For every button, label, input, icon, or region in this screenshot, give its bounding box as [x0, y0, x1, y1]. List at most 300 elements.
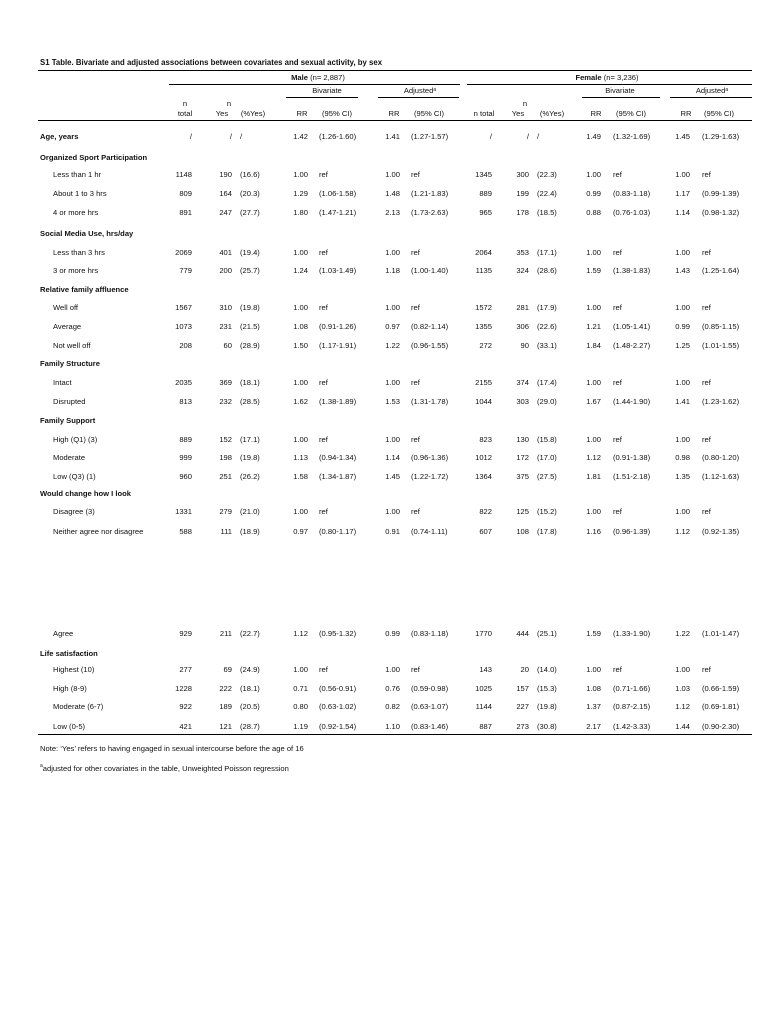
cell-male-biv-rr: 1.80 — [293, 208, 308, 217]
cell-male-adj-rr: 1.00 — [385, 248, 400, 257]
col-female-pct-yes: (%Yes) — [539, 109, 565, 118]
female-group-header — [575, 73, 638, 83]
cell-male-pct-yes: (21.5) — [240, 322, 260, 331]
cell-male-adj-rr: 1.00 — [385, 507, 400, 516]
cell-female-biv-ci: (0.96-1.39) — [613, 527, 651, 536]
row-label: Disrupted — [53, 397, 86, 406]
female-bivariate-rule — [582, 97, 660, 98]
cell-female-n-total: 1012 — [475, 453, 492, 462]
cell-female-n-total: 1025 — [475, 684, 492, 693]
cell-female-adj-rr: 0.98 — [675, 453, 690, 462]
cell-female-n-yes: 90 — [520, 341, 529, 350]
cell-male-adj-rr: 0.97 — [385, 322, 400, 331]
header-rule — [38, 120, 752, 121]
cell-female-n-yes: 172 — [516, 453, 529, 462]
cell-female-adj-rr: 1.25 — [675, 341, 690, 350]
cell-male-biv-ci: ref — [319, 378, 328, 387]
col-pct-yes: (%Yes) — [240, 109, 266, 118]
cell-male-pct-yes: (21.0) — [240, 507, 260, 516]
col-male-biv-rr: RR — [296, 109, 308, 118]
table-title: S1 Table. Bivariate and adjusted associations between covariates and sexual activity, by sex — [40, 58, 383, 67]
bottom-rule — [38, 734, 752, 735]
cell-male-adj-ci: ref — [411, 248, 420, 257]
cell-female-n-total: 607 — [479, 527, 492, 536]
male-adjusted-rule — [378, 97, 459, 98]
cell-female-pct-yes: (22.4) — [537, 189, 557, 198]
cell-male-n-total: 889 — [179, 435, 192, 444]
cell-male-pct-yes: (20.5) — [240, 702, 260, 711]
row-label: Intact — [53, 378, 72, 387]
cell-female-biv-ci: (0.87-2.15) — [613, 702, 651, 711]
cell-female-biv-ci: (0.76-1.03) — [613, 208, 651, 217]
cell-female-adj-rr: 1.22 — [675, 629, 690, 638]
cell-female-n-yes: 227 — [516, 702, 529, 711]
cell-female-adj-rr: 1.00 — [675, 665, 690, 674]
cell-male-adj-ci: (0.96-1.55) — [411, 341, 449, 350]
cell-female-pct-yes: (25.1) — [537, 629, 557, 638]
cell-male-adj-ci: (1.73-2.63) — [411, 208, 449, 217]
cell-female-biv-ci: ref — [613, 378, 622, 387]
cell-female-pct-yes: (22.6) — [537, 322, 557, 331]
cell-female-adj-ci: ref — [702, 378, 711, 387]
cell-male-biv-ci: (1.47-1.21) — [319, 208, 357, 217]
cell-male-pct-yes: (25.7) — [240, 266, 260, 275]
cell-male-n-yes: 60 — [223, 341, 232, 350]
cell-female-n-total: 272 — [479, 341, 492, 350]
cell-male-adj-rr: 1.48 — [385, 189, 400, 198]
cell-female-pct-yes: (33.1) — [537, 341, 557, 350]
cell-male-biv-rr: 0.80 — [293, 702, 308, 711]
cell-female-n-yes: 157 — [516, 684, 529, 693]
cell-male-n-total: 421 — [179, 722, 192, 731]
col-n-total-bottom: total — [177, 109, 193, 118]
cell-male-adj-rr: 1.00 — [385, 665, 400, 674]
col-female-biv-rr: RR — [590, 109, 602, 118]
cell-male-biv-rr: 1.00 — [293, 435, 308, 444]
row-label: Less than 3 hrs — [53, 248, 105, 257]
male-rule — [169, 84, 460, 85]
cell-male-biv-ci: (1.06-1.58) — [319, 189, 357, 198]
cell-male-n-yes: 111 — [220, 527, 232, 536]
cell-female-n-total: 1355 — [475, 322, 492, 331]
cell-male-pct-yes: (16.6) — [240, 170, 260, 179]
cell-male-biv-rr: 1.12 — [293, 629, 308, 638]
cell-female-n-yes: 306 — [516, 322, 529, 331]
cell-male-pct-yes: (20.3) — [240, 189, 260, 198]
cell-female-biv-ci: ref — [613, 303, 622, 312]
cell-male-adj-rr: 0.99 — [385, 629, 400, 638]
cell-female-n-yes: 281 — [516, 303, 529, 312]
cell-male-n-yes: 211 — [219, 629, 232, 638]
cell-male-n-yes: 401 — [219, 248, 232, 257]
cell-male-adj-rr: 1.00 — [385, 435, 400, 444]
cell-female-adj-ci: (1.01-1.47) — [702, 629, 740, 638]
section-label: Age, years — [40, 132, 79, 141]
row-label: 3 or more hrs — [53, 266, 99, 275]
cell-female-adj-ci: (0.98-1.32) — [702, 208, 740, 217]
cell-male-pct-yes: (28.9) — [240, 341, 260, 350]
section-label: Family Structure — [40, 359, 100, 368]
section-label: Social Media Use, hrs/day — [40, 229, 134, 238]
cell-male-pct-yes: (18.1) — [240, 684, 260, 693]
cell-female-biv-ci: ref — [613, 248, 622, 257]
cell-male-biv-ci: ref — [319, 303, 328, 312]
cell-male-biv-ci: (1.34-1.87) — [319, 472, 357, 481]
cell-female-biv-ci: ref — [613, 435, 622, 444]
cell-male-n-total: 999 — [179, 453, 192, 462]
cell-male-biv-rr: 0.97 — [293, 527, 308, 536]
cell-male-adj-rr: 1.00 — [385, 170, 400, 179]
cell-female-adj-ci: (0.69-1.81) — [702, 702, 740, 711]
cell-female-adj-rr: 1.00 — [675, 378, 690, 387]
cell-male-pct-yes: (18.9) — [240, 527, 260, 536]
cell-male-n-total: 809 — [179, 189, 192, 198]
col-female-adj-ci: (95% CI) — [704, 109, 734, 118]
cell-female-n-total: 965 — [479, 208, 492, 217]
section-label: Would change how I look — [40, 489, 131, 498]
cell-male-adj-rr: 1.00 — [385, 378, 400, 387]
cell-male-biv-rr: 1.00 — [293, 378, 308, 387]
cell-female-biv-ci: (1.33-1.90) — [613, 629, 651, 638]
footnote-mark: a — [40, 763, 43, 769]
row-label: Moderate — [53, 453, 86, 462]
male-group-header — [291, 73, 345, 83]
cell-male-n-total: 813 — [179, 397, 192, 406]
cell-female-adj-rr: 1.41 — [675, 397, 690, 406]
cell-male-biv-ci: (1.17-1.91) — [319, 341, 357, 350]
cell-female-n-total: 1135 — [475, 266, 492, 275]
cell-male-biv-ci: ref — [319, 665, 328, 674]
cell-female-adj-rr: 1.00 — [675, 170, 690, 179]
col-female-n-yes-bottom: Yes — [511, 109, 525, 118]
cell-male-biv-ci: ref — [319, 248, 328, 257]
cell-male-pct-yes: (27.7) — [240, 208, 260, 217]
cell-female-adj-rr: 1.12 — [675, 702, 690, 711]
cell-female-pct-yes: (19.8) — [537, 702, 557, 711]
cell-male-n-total: 779 — [179, 266, 192, 275]
cell-female-pct-yes: (29.0) — [537, 397, 557, 406]
female-label: Female — [575, 73, 602, 82]
cell-female-biv-rr: 1.00 — [586, 507, 601, 516]
row-label: High (8-9) — [53, 684, 87, 693]
cell-female-n-total: 143 — [479, 665, 492, 674]
cell-female-adj-ci: (1.12-1.63) — [702, 472, 740, 481]
cell-male-biv-rr: 0.71 — [293, 684, 308, 693]
cell-female-biv-ci: (0.71-1.66) — [613, 684, 651, 693]
cell-female-pct-yes: (18.5) — [537, 208, 557, 217]
cell-male-pct-yes: (19.8) — [240, 453, 260, 462]
cell-male-n-yes: 279 — [219, 507, 232, 516]
cell-male-adj-rr: 1.18 — [385, 266, 400, 275]
row-label: Moderate (6-7) — [53, 702, 104, 711]
cell-male-biv-rr: 1.00 — [293, 665, 308, 674]
col-male-adj-ci: (95% CI) — [414, 109, 444, 118]
cell-male-adj-rr: 0.91 — [385, 527, 400, 536]
male-bivariate-label: Bivariate — [312, 86, 342, 95]
cell-male-n-yes: 152 — [219, 435, 232, 444]
cell-female-pct-yes: (22.3) — [537, 170, 557, 179]
cell-female-n-yes: 444 — [516, 629, 529, 638]
cell-female-biv-rr: 1.00 — [586, 248, 601, 257]
cell-female-adj-rr: 1.44 — [675, 722, 690, 731]
cell-male-n-yes: 369 — [219, 378, 232, 387]
cell-male-pct-yes: (24.9) — [240, 665, 260, 674]
row-label: Low (Q3) (1) — [53, 472, 96, 481]
cell-male-n-total: / — [189, 132, 192, 141]
cell-female-biv-ci: (0.91-1.38) — [613, 453, 651, 462]
female-n: (n= 3,236) — [601, 73, 639, 82]
cell-female-biv-rr: 1.00 — [586, 378, 601, 387]
cell-female-adj-ci: (1.29-1.63) — [702, 132, 740, 141]
cell-female-n-yes: 20 — [520, 665, 529, 674]
cell-female-n-yes: 375 — [516, 472, 529, 481]
cell-male-adj-ci: ref — [411, 378, 420, 387]
cell-female-biv-rr: 2.17 — [586, 722, 601, 731]
male-adjusted-label — [404, 86, 436, 96]
cell-male-n-total: 1228 — [175, 684, 192, 693]
cell-male-n-total: 2069 — [175, 248, 192, 257]
cell-female-adj-ci: ref — [702, 435, 711, 444]
cell-male-n-yes: 232 — [219, 397, 232, 406]
cell-female-n-yes: 303 — [516, 397, 529, 406]
female-adjusted-label — [696, 86, 728, 96]
col-n-yes-top: n — [226, 99, 232, 108]
cell-female-pct-yes: (17.8) — [537, 527, 557, 536]
cell-female-n-total: / — [489, 132, 492, 141]
cell-female-pct-yes: (14.0) — [537, 665, 557, 674]
cell-female-n-total: 2155 — [475, 378, 492, 387]
cell-male-adj-rr: 0.82 — [385, 702, 400, 711]
cell-female-pct-yes: (15.2) — [537, 507, 557, 516]
cell-female-biv-rr: 1.00 — [586, 435, 601, 444]
cell-female-biv-ci: ref — [613, 170, 622, 179]
cell-male-adj-ci: (1.31-1.78) — [411, 397, 449, 406]
cell-female-n-yes: 108 — [516, 527, 529, 536]
cell-male-adj-ci: (1.27-1.57) — [411, 132, 449, 141]
cell-female-n-total: 889 — [479, 189, 492, 198]
cell-female-n-yes: 324 — [516, 266, 529, 275]
cell-female-adj-rr: 1.14 — [675, 208, 690, 217]
cell-female-adj-ci: (0.80-1.20) — [702, 453, 740, 462]
cell-male-biv-ci: (1.03-1.49) — [319, 266, 357, 275]
cell-male-adj-rr: 1.45 — [385, 472, 400, 481]
cell-male-biv-rr: 1.50 — [293, 341, 308, 350]
cell-female-n-total: 1044 — [475, 397, 492, 406]
cell-female-biv-rr: 1.81 — [586, 472, 601, 481]
section-label: Relative family affluence — [40, 285, 129, 294]
cell-male-biv-ci: ref — [319, 170, 328, 179]
row-label: Low (0-5) — [53, 722, 86, 731]
cell-male-n-total: 929 — [179, 629, 192, 638]
cell-male-biv-ci: (0.94-1.34) — [319, 453, 357, 462]
cell-female-adj-ci: (1.01-1.55) — [702, 341, 740, 350]
cell-male-biv-rr: 1.29 — [293, 189, 308, 198]
female-rule — [467, 84, 752, 85]
cell-female-n-total: 823 — [479, 435, 492, 444]
cell-male-n-yes: 200 — [219, 266, 232, 275]
cell-male-adj-ci: ref — [411, 170, 420, 179]
cell-male-biv-rr: 1.58 — [293, 472, 308, 481]
cell-female-n-total: 1770 — [475, 629, 492, 638]
cell-female-adj-rr: 1.45 — [675, 132, 690, 141]
row-label: 4 or more hrs — [53, 208, 99, 217]
cell-female-biv-ci: ref — [613, 665, 622, 674]
male-n: (n= 2,887) — [307, 73, 345, 82]
cell-male-adj-ci: (0.96-1.36) — [411, 453, 449, 462]
cell-male-biv-rr: 1.00 — [293, 303, 308, 312]
cell-male-adj-rr: 0.76 — [385, 684, 400, 693]
female-bivariate-label: Bivariate — [605, 86, 635, 95]
cell-female-biv-ci: (1.44-1.90) — [613, 397, 651, 406]
cell-female-biv-rr: 1.67 — [586, 397, 601, 406]
cell-male-adj-rr: 1.10 — [385, 722, 400, 731]
cell-female-biv-ci: ref — [613, 507, 622, 516]
cell-female-adj-rr: 0.99 — [675, 322, 690, 331]
col-male-adj-rr: RR — [388, 109, 400, 118]
cell-male-biv-ci: (0.80-1.17) — [319, 527, 357, 536]
cell-male-pct-yes: (19.4) — [240, 248, 260, 257]
cell-male-n-total: 1567 — [175, 303, 192, 312]
cell-female-pct-yes: (27.5) — [537, 472, 557, 481]
cell-male-biv-ci: (0.91-1.26) — [319, 322, 357, 331]
cell-female-biv-rr: 1.59 — [586, 629, 601, 638]
cell-female-adj-rr: 1.03 — [675, 684, 690, 693]
cell-male-adj-ci: (1.22-1.72) — [411, 472, 449, 481]
footnote-yes-definition: Note: ‘Yes’ refers to having engaged in sexual intercourse before the age of 16 — [40, 744, 304, 753]
cell-female-adj-ci: (0.85-1.15) — [702, 322, 740, 331]
cell-female-biv-ci: (1.05-1.41) — [613, 322, 651, 331]
cell-female-n-yes: 273 — [516, 722, 529, 731]
cell-male-biv-rr: 1.24 — [293, 266, 308, 275]
section-label: Life satisfaction — [40, 649, 98, 658]
cell-male-adj-ci: ref — [411, 507, 420, 516]
cell-female-adj-ci: ref — [702, 248, 711, 257]
cell-female-pct-yes: (15.3) — [537, 684, 557, 693]
cell-female-biv-rr: 1.12 — [586, 453, 601, 462]
cell-male-biv-rr: 1.08 — [293, 322, 308, 331]
cell-female-adj-ci: ref — [702, 170, 711, 179]
cell-female-biv-rr: 1.00 — [586, 303, 601, 312]
cell-male-adj-ci: (1.00-1.40) — [411, 266, 449, 275]
cell-male-biv-rr: 1.13 — [293, 453, 308, 462]
cell-male-n-total: 2035 — [175, 378, 192, 387]
cell-female-n-total: 887 — [479, 722, 492, 731]
cell-female-adj-ci: (0.90-2.30) — [702, 722, 740, 731]
cell-male-pct-yes: (28.5) — [240, 397, 260, 406]
cell-female-biv-ci: (1.48-2.27) — [613, 341, 651, 350]
cell-male-n-yes: 247 — [219, 208, 232, 217]
cell-female-n-yes: 300 — [516, 170, 529, 179]
cell-female-adj-ci: (0.99-1.39) — [702, 189, 740, 198]
cell-male-n-yes: 164 — [219, 189, 232, 198]
cell-male-pct-yes: (19.8) — [240, 303, 260, 312]
top-rule — [38, 70, 752, 71]
cell-male-n-yes: 310 — [219, 303, 232, 312]
cell-male-biv-rr: 1.19 — [293, 722, 308, 731]
cell-female-adj-ci: ref — [702, 303, 711, 312]
cell-male-n-yes: / — [229, 132, 232, 141]
cell-male-adj-ci: (0.63-1.07) — [411, 702, 449, 711]
col-n-total-top: n — [182, 99, 188, 108]
cell-female-n-yes: / — [526, 132, 529, 141]
cell-female-biv-rr: 1.00 — [586, 665, 601, 674]
female-adjusted-text: Adjusted — [695, 86, 726, 95]
cell-female-adj-ci: (1.23-1.62) — [702, 397, 740, 406]
cell-male-n-yes: 251 — [219, 472, 232, 481]
cell-male-n-total: 922 — [179, 702, 192, 711]
cell-male-biv-ci: (0.92-1.54) — [319, 722, 357, 731]
row-label: About 1 to 3 hrs — [53, 189, 107, 198]
cell-male-biv-rr: 1.00 — [293, 507, 308, 516]
male-adjusted-mark: a — [433, 87, 437, 93]
cell-male-adj-ci: (0.83-1.46) — [411, 722, 449, 731]
cell-female-pct-yes: / — [537, 132, 540, 141]
cell-female-adj-ci: (0.92-1.35) — [702, 527, 740, 536]
cell-female-biv-rr: 1.49 — [586, 132, 601, 141]
cell-male-n-total: 960 — [179, 472, 192, 481]
cell-male-biv-rr: 1.00 — [293, 248, 308, 257]
cell-female-adj-ci: ref — [702, 507, 711, 516]
cell-female-pct-yes: (17.0) — [537, 453, 557, 462]
cell-female-biv-rr: 0.99 — [586, 189, 601, 198]
cell-male-biv-ci: (1.38-1.89) — [319, 397, 357, 406]
col-male-biv-ci: (95% CI) — [322, 109, 352, 118]
cell-male-n-total: 1148 — [175, 170, 192, 179]
cell-male-n-total: 891 — [179, 208, 192, 217]
cell-female-biv-rr: 1.37 — [586, 702, 601, 711]
cell-female-n-total: 822 — [479, 507, 492, 516]
female-adjusted-rule — [670, 97, 752, 98]
col-female-n-total: n total — [473, 109, 495, 118]
cell-female-n-yes: 199 — [516, 189, 529, 198]
cell-male-n-yes: 69 — [223, 665, 232, 674]
cell-male-adj-ci: ref — [411, 303, 420, 312]
cell-male-biv-ci: ref — [319, 435, 328, 444]
cell-male-n-yes: 190 — [219, 170, 232, 179]
cell-male-n-total: 588 — [179, 527, 192, 536]
cell-male-biv-ci: (0.95-1.32) — [319, 629, 357, 638]
row-label: Average — [53, 322, 82, 331]
footnote-adjusted — [40, 764, 289, 773]
cell-male-biv-rr: 1.62 — [293, 397, 308, 406]
cell-female-adj-ci: ref — [702, 665, 711, 674]
cell-male-biv-rr: 1.42 — [293, 132, 308, 141]
row-label: Agree — [53, 629, 74, 638]
cell-female-adj-rr: 1.35 — [675, 472, 690, 481]
cell-male-biv-ci: (0.63-1.02) — [319, 702, 357, 711]
cell-female-n-total: 1364 — [475, 472, 492, 481]
cell-female-adj-ci: (1.25-1.64) — [702, 266, 740, 275]
cell-male-adj-rr: 1.00 — [385, 303, 400, 312]
cell-female-n-total: 2064 — [475, 248, 492, 257]
section-label: Organized Sport Participation — [40, 153, 148, 162]
cell-female-n-yes: 130 — [516, 435, 529, 444]
cell-female-pct-yes: (28.6) — [537, 266, 557, 275]
cell-female-adj-rr: 1.43 — [675, 266, 690, 275]
cell-male-n-yes: 231 — [219, 322, 232, 331]
row-label: Disagree (3) — [53, 507, 95, 516]
cell-female-biv-rr: 1.00 — [586, 170, 601, 179]
cell-male-pct-yes: (17.1) — [240, 435, 260, 444]
female-adjusted-mark: a — [725, 87, 729, 93]
cell-male-adj-ci: (0.59-0.98) — [411, 684, 449, 693]
cell-male-adj-ci: ref — [411, 665, 420, 674]
cell-female-biv-ci: (0.83-1.18) — [613, 189, 651, 198]
col-female-n-yes-top: n — [522, 99, 528, 108]
cell-female-n-yes: 178 — [516, 208, 529, 217]
cell-male-n-yes: 198 — [219, 453, 232, 462]
cell-male-adj-rr: 1.53 — [385, 397, 400, 406]
